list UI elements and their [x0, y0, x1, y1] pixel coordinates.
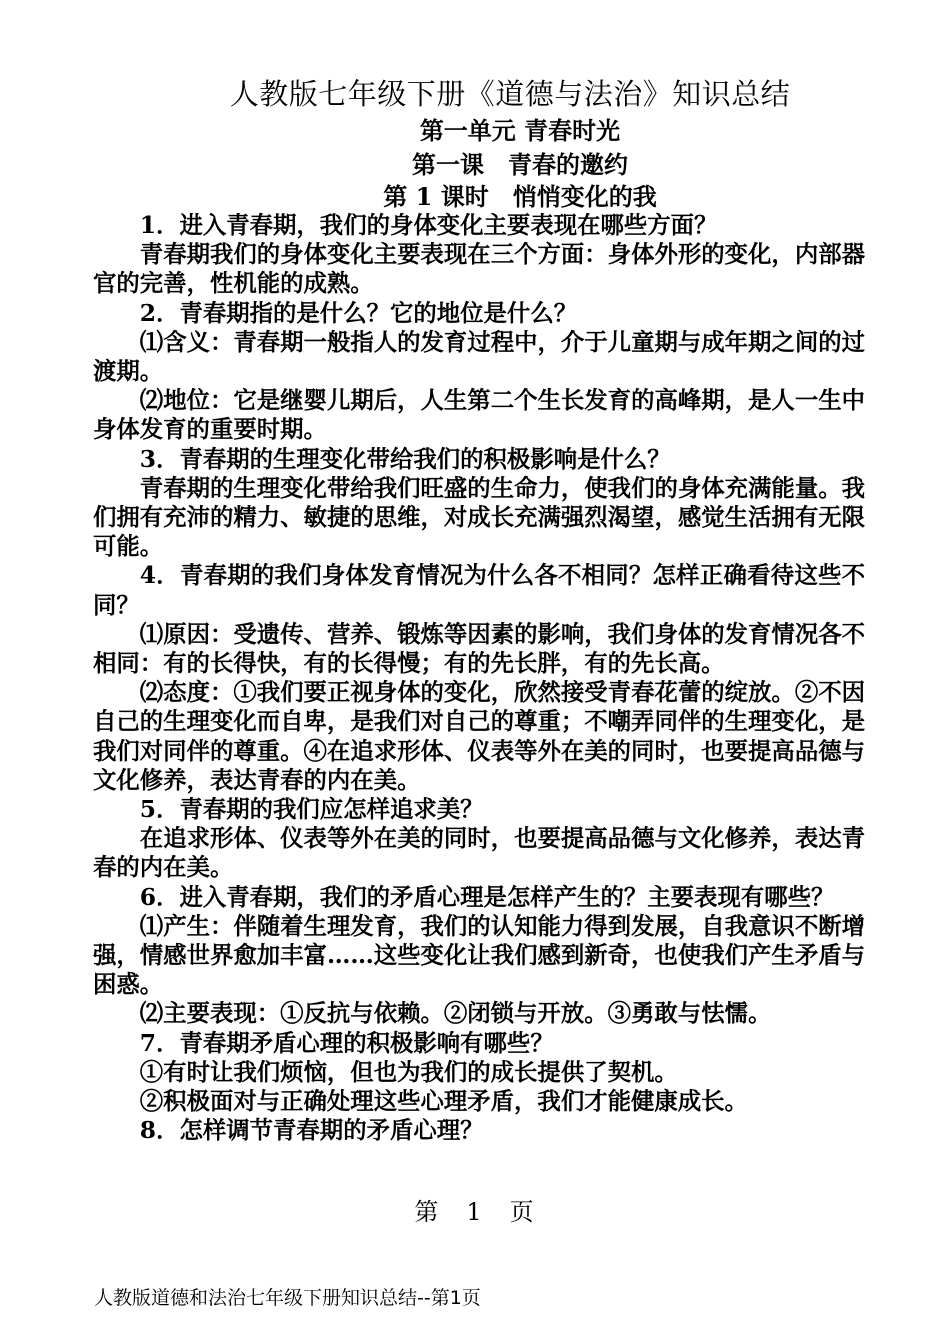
- paragraph: ②积极面对与正确处理这些心理矛盾，我们才能健康成长。: [139, 1087, 748, 1116]
- footer-caption: 人教版道德和法治七年级下册知识总结--第1页: [94, 1287, 481, 1309]
- page-number: 第 1 页: [414, 1198, 536, 1226]
- paragraph: 4．青春期的我们身体发育情况为什么各不相同？怎样正确看待这些不同？: [93, 561, 865, 619]
- paragraph: 5．青春期的我们应怎样追求美？: [139, 795, 484, 824]
- paragraph: 2．青春期指的是什么？它的地位是什么？: [139, 298, 578, 327]
- lesson-heading: 第一课 青春的邀约: [412, 150, 628, 179]
- paragraph: ①有时让我们烦恼，但也为我们的成长提供了契机。: [139, 1057, 678, 1086]
- paragraph: 7．青春期矛盾心理的积极影响有哪些？: [139, 1028, 554, 1057]
- document-body: [93, 211, 865, 1146]
- paragraph: 6．进入青春期，我们的矛盾心理是怎样产生的？主要表现有哪些？: [139, 882, 835, 911]
- paragraph: 1．进入青春期，我们的身体变化主要表现在哪些方面？: [139, 211, 718, 239]
- paragraph: ⑴原因：受遗传、营养、锻炼等因素的影响，我们身体的发育情况各不相同：有的长得快，有的长得慢；有的先长胖，有的先长高。: [93, 619, 865, 678]
- paragraph: ⑵态度：①我们要正视身体的变化，欣然接受青春花蕾的绽放。②不因自己的生理变化而自卑，是我们对自己的尊重；不嘲弄同伴的生理变化，是我们对同伴的尊重。④在追求形体、仪表等外在美的同时，也要提高品德与文化修养，表达青春的内在美。: [93, 678, 865, 794]
- paragraph: ⑵地位：它是继婴儿期后，人生第二个生长发育的高峰期，是人一生中身体发育的重要时期。: [93, 386, 865, 444]
- paragraph: ⑴产生：伴随着生理发育，我们的认知能力得到发展，自我意识不断增强，情感世界愈加丰富……这些变化让我们感到新奇，也使我们产生矛盾与困惑。: [93, 911, 865, 999]
- paragraph: ⑴含义：青春期一般指人的发育过程中，介于儿童期与成年期之间的过渡期。: [93, 327, 865, 386]
- paragraph: 3．青春期的生理变化带给我们的积极影响是什么？: [139, 444, 671, 473]
- document-title: 人教版七年级下册《道德与法治》知识总结: [229, 77, 791, 111]
- paragraph: 青春期的生理变化带给我们旺盛的生命力，使我们的身体充满能量。我们拥有充沛的精力、敏捷的思维，对成长充满强烈渴望，感觉生活拥有无限可能。: [93, 473, 865, 561]
- paragraph: 在追求形体、仪表等外在美的同时，也要提高品德与文化修养，表达青春的内在美。: [93, 824, 865, 882]
- unit-heading: 第一单元 青春时光: [419, 116, 621, 145]
- period-heading: 第 1 课时 悄悄变化的我: [383, 182, 657, 211]
- paragraph: 8．怎样调节青春期的矛盾心理？: [139, 1116, 484, 1145]
- paragraph: 青春期我们的身体变化主要表现在三个方面：身体外形的变化，内部器官的完善，性机能的成熟。: [93, 240, 865, 298]
- paragraph: ⑵主要表现：①反抗与依赖。②闭锁与开放。③勇敢与怯懦。: [139, 999, 772, 1028]
